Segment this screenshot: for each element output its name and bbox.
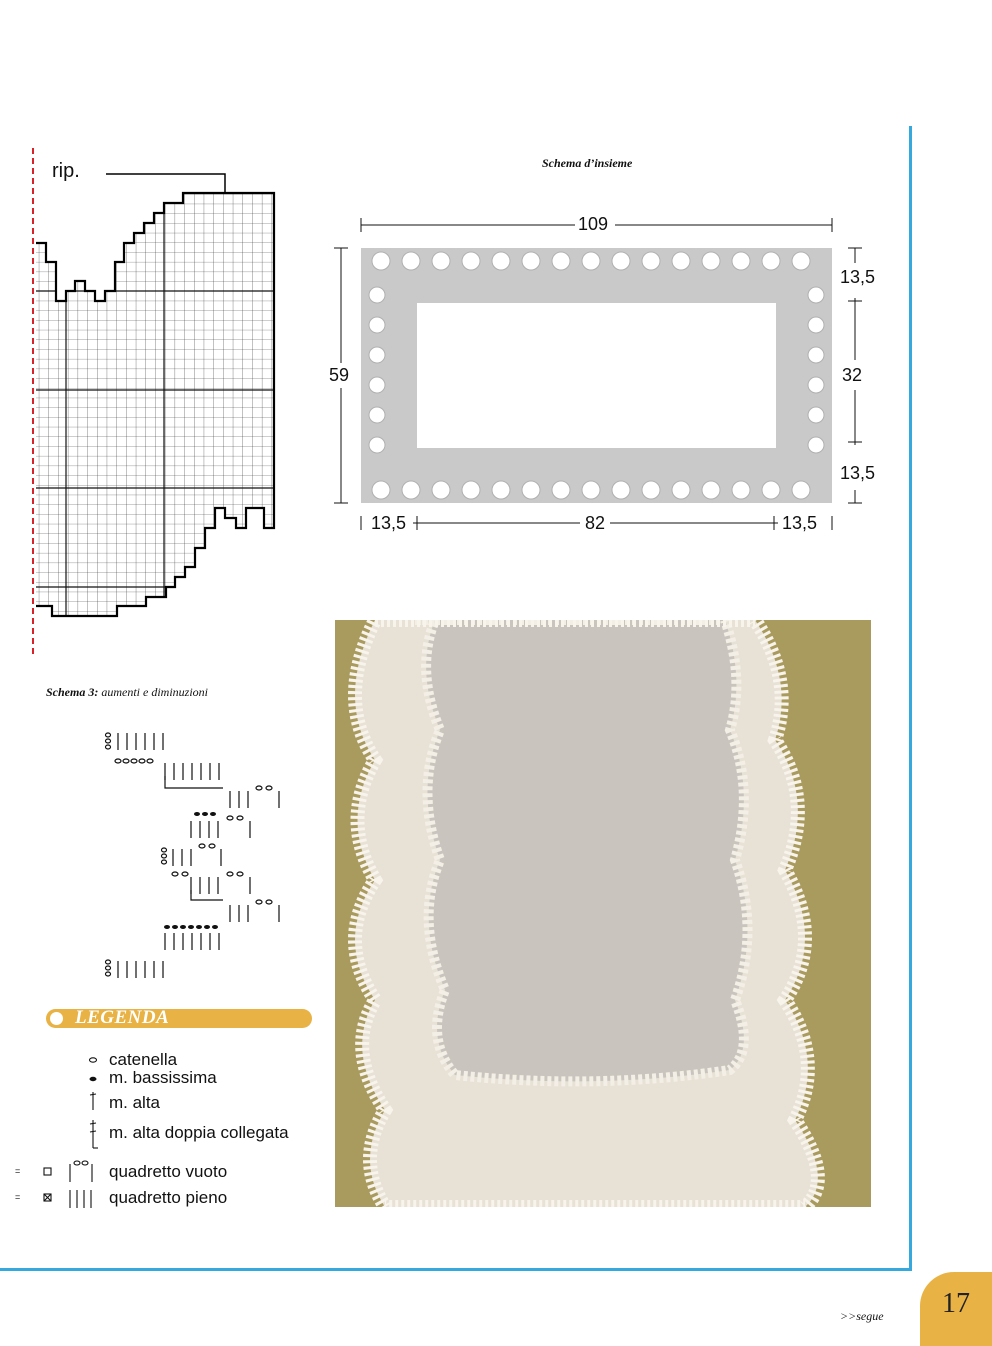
legend-item-label: catenella	[109, 1050, 178, 1069]
overview-diagram	[325, 205, 865, 535]
legend-item-label: m. alta	[109, 1093, 161, 1112]
dim-width-total: 109	[578, 214, 609, 234]
legend-header	[46, 1009, 312, 1028]
legend-dot-icon	[50, 1012, 63, 1025]
dim-bottom-right: 13,5	[782, 513, 818, 533]
repeat-label: rip.	[52, 160, 80, 182]
legend-symbols	[40, 1048, 110, 1218]
crochet-symbol-diagram	[95, 728, 295, 988]
legend-title: LEGENDA	[75, 1007, 170, 1028]
schema3-bold: Schema 3:	[46, 685, 99, 699]
legend-eq-1: =	[15, 1166, 21, 1176]
continue-link[interactable]: >>segue	[840, 1309, 884, 1323]
page-number: 17	[942, 1288, 970, 1319]
chain-icon	[90, 1058, 97, 1062]
dim-right-bottom: 13,5	[840, 463, 876, 483]
schema3-rest: aumenti e diminuzioni	[98, 685, 209, 699]
overview-title: Schema d’insieme	[542, 156, 633, 170]
filet-chart	[0, 0, 300, 640]
slip-stitch-icon	[90, 1077, 97, 1081]
schema3-caption	[46, 685, 208, 700]
dim-height-total: 59	[329, 365, 350, 385]
page-border-bottom	[0, 1268, 912, 1271]
legend-item-label: m. alta doppia collegata	[109, 1123, 289, 1142]
product-photo	[335, 620, 871, 1207]
dim-bottom-mid: 82	[585, 513, 606, 533]
empty-square-icon	[44, 1168, 51, 1175]
legend-item-label: quadretto pieno	[109, 1188, 228, 1207]
legend-item-label: m. bassissima	[109, 1068, 217, 1087]
legend-eq-2: =	[15, 1192, 21, 1202]
page-number-tab	[920, 1272, 992, 1346]
page-border-right	[909, 126, 912, 1271]
dim-bottom-left: 13,5	[371, 513, 407, 533]
legend-item-label: quadretto vuoto	[109, 1162, 228, 1181]
dim-right-top: 13,5	[840, 267, 876, 287]
dim-right-mid: 32	[842, 365, 863, 385]
